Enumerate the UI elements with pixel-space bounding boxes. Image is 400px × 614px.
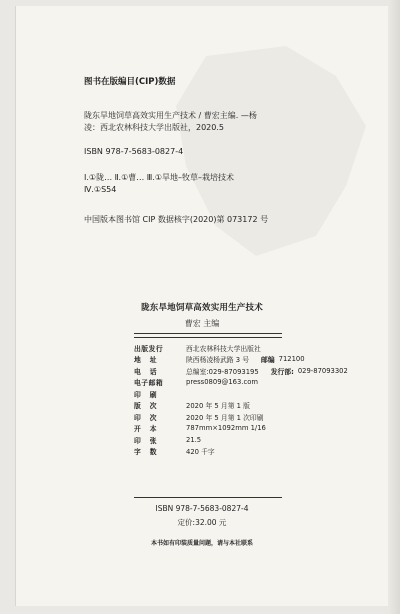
imprint-value: 总编室:029-87093195 — [186, 367, 259, 376]
imprint-sub-label: 发行部: — [270, 367, 294, 376]
imprint-label: 出版发行 — [134, 344, 164, 353]
imprint-row-printing — [134, 388, 374, 400]
imprint-row-email — [134, 377, 374, 389]
imprint-value: 陕西杨凌杨武路 3 号 — [186, 356, 250, 365]
imprint-table — [134, 342, 374, 457]
imprint-value: 420 千字 — [186, 448, 215, 457]
imprint-label: 字数 — [134, 448, 166, 457]
cip-data-number: 中国版本图书馆 CIP 数据核字(2020)第 073172 号 — [84, 215, 269, 224]
imprint-row-phone — [134, 365, 374, 377]
page-edge-shadow — [388, 0, 400, 614]
imprint-value: 2020 年 5 月第 1 次印刷 — [186, 413, 264, 422]
imprint-value: press0809@163.com — [186, 378, 258, 387]
imprint-sub-value: 029-87093302 — [297, 366, 348, 375]
imprint-row-publisher — [134, 342, 374, 354]
imprint-row-sheets — [134, 434, 374, 446]
imprint-label: 印张 — [134, 436, 166, 445]
divider-top-1 — [134, 333, 282, 334]
imprint-label: 开本 — [134, 425, 166, 434]
cip-classification-2: Ⅳ.①S54 — [84, 185, 117, 194]
quality-notice: 本书如有印装质量问题，请与本社联系 — [150, 540, 253, 547]
imprint-label: 版次 — [134, 402, 166, 411]
isbn-bottom: ISBN 978-7-5683-0827-4 — [155, 504, 249, 513]
imprint-value: 2020 年 5 月第 1 版 — [186, 402, 250, 411]
imprint-sub-value: 712100 — [278, 355, 305, 364]
imprint-label: 电子邮箱 — [134, 379, 164, 388]
imprint-label: 印次 — [134, 413, 166, 422]
cip-classification-1: Ⅰ.①陇… Ⅱ.①曹… Ⅲ.①旱地–牧草–栽培技术 — [84, 173, 235, 182]
imprint-row-format — [134, 423, 374, 435]
imprint-row-edition — [134, 400, 374, 412]
cip-heading: 图书在版编目(CIP)数据 — [84, 77, 176, 87]
divider-top-2 — [134, 337, 282, 338]
imprint-sub-label: 邮编 — [261, 356, 275, 365]
price: 定价:32.00 元 — [177, 518, 227, 527]
imprint-value: 西北农林科技大学出版社 — [186, 344, 261, 353]
imprint-value: 21.5 — [186, 435, 202, 444]
imprint-label: 电话 — [134, 367, 166, 376]
cip-isbn: ISBN 978-7-5683-0827-4 — [84, 147, 184, 156]
imprint-row-wordcount — [134, 446, 374, 458]
imprint-label: 印刷 — [134, 390, 166, 399]
faint-map-watermark — [166, 36, 376, 266]
cip-record-line-1: 陇东旱地饲草高效实用生产技术 / 曹宏主编. —杨 — [84, 111, 257, 120]
divider-bottom — [134, 497, 282, 498]
imprint-label: 地址 — [134, 356, 166, 365]
book-page — [16, 6, 388, 606]
imprint-row-impression — [134, 411, 374, 423]
book-author: 曹宏 主编 — [184, 319, 220, 328]
imprint-row-address — [134, 354, 374, 366]
book-title: 陇东旱地饲草高效实用生产技术 — [141, 303, 263, 313]
cip-record-line-2: 凌：西北农林科技大学出版社，2020.5 — [84, 123, 224, 132]
imprint-value: 787mm×1092mm 1/16 — [186, 424, 266, 433]
